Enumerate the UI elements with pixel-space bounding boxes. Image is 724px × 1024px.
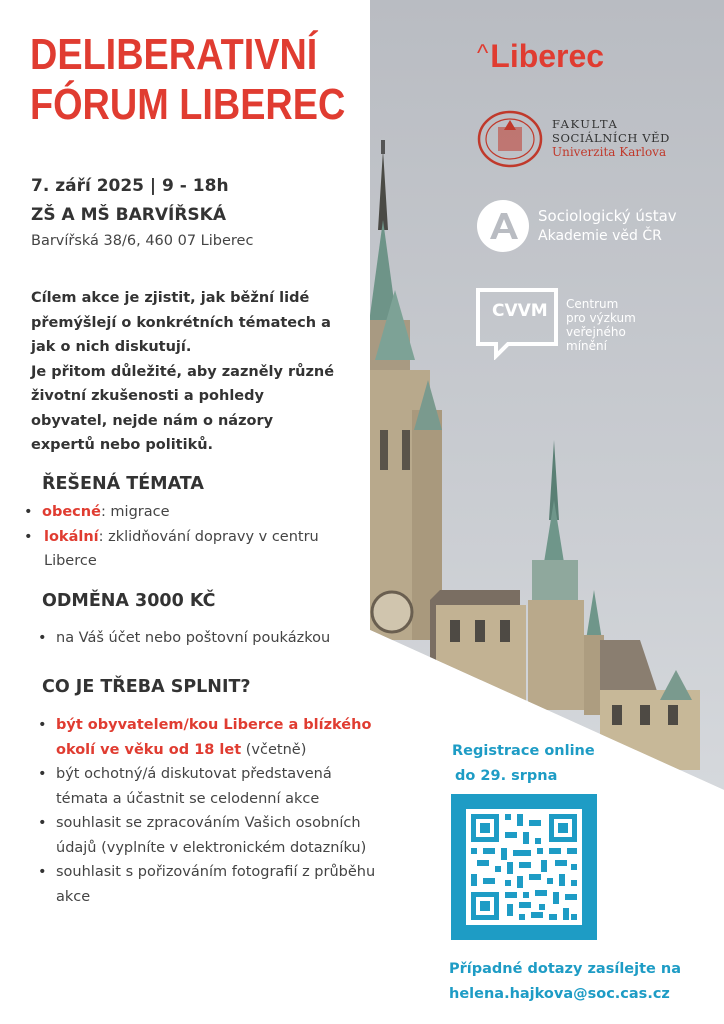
cvvm-line-2: pro výzkum xyxy=(566,311,636,325)
list-item xyxy=(36,713,381,762)
liberec-logo xyxy=(477,38,604,75)
liberec-logo-text: Liberec xyxy=(490,38,605,74)
list-item: • na Váš účet nebo poštovní poukázkou xyxy=(36,626,366,651)
intro-paragraph-1: Cílem akce je zjistit, jak běžní lidé přemýšlejí o konkrétních tématech a jak o nich diskutují. xyxy=(31,290,331,355)
event-venue: ZŠ A MŠ BARVÍŘSKÁ xyxy=(31,205,226,225)
cvvm-line-1: Centrum xyxy=(566,297,619,311)
intro-paragraph-2: Je přitom důležité, aby zazněly různé životní zkušenosti a pohledy obyvatel, nejde nám o názory expertů nebo politiků. xyxy=(31,363,335,453)
cvvm-mark-text: CVVM xyxy=(492,301,548,321)
event-date-time: 7. září 2025 | 9 - 18h xyxy=(31,176,229,196)
qr-code-icon xyxy=(451,794,597,940)
requirements-heading: CO JE TŘEBA SPLNIT? xyxy=(42,677,251,697)
fsv-line-2: SOCIÁLNÍCH VĚD xyxy=(552,131,670,145)
event-address: Barvířská 38/6, 460 07 Liberec xyxy=(31,233,254,249)
registration-line-2: do 29. srpna xyxy=(455,768,558,784)
registration-qr-code[interactable] xyxy=(451,794,597,940)
contact-info xyxy=(449,957,681,1007)
requirement-highlight: být obyvatelem/kou Liberce a blízkého okolí ve věku od 18 let xyxy=(56,717,372,758)
cvvm-speech-bubble-icon xyxy=(474,286,560,360)
topic-label: lokální xyxy=(44,528,99,545)
topics-heading: ŘEŠENÁ TÉMATA xyxy=(42,474,204,494)
list-item xyxy=(22,525,342,574)
cvvm-logo xyxy=(566,297,636,353)
contact-line: Případné dotazy zasílejte na xyxy=(449,961,682,977)
topics-list xyxy=(22,500,342,574)
soc-line-1: Sociologický ústav xyxy=(538,207,677,225)
cvvm-line-3: veřejného xyxy=(566,325,626,339)
reward-list xyxy=(36,626,366,651)
title-line-1: DELIBERATIVNÍ xyxy=(30,30,318,79)
contact-email-link[interactable]: helena.hajkova@soc.cas.cz xyxy=(449,986,670,1002)
topic-label: obecné xyxy=(42,504,101,520)
sociological-institute-icon xyxy=(476,199,530,253)
title-line-2: FÓRUM LIBEREC xyxy=(30,80,346,129)
caret-icon: ^ xyxy=(477,40,489,67)
registration-info xyxy=(452,739,595,789)
registration-line-1: Registrace online xyxy=(452,743,595,759)
list-item: • být ochotný/á diskutovat představená témata a účastnit se celodenní akce xyxy=(36,762,381,811)
topic-text: : migrace xyxy=(100,504,170,520)
soc-line-2: Akademie věd ČR xyxy=(538,228,662,244)
fsv-seal-icon xyxy=(476,110,544,168)
intro-text xyxy=(31,286,341,458)
fsv-line-3: Univerzita Karlova xyxy=(552,145,667,159)
requirement-note: (včetně) xyxy=(241,741,307,758)
list-item: • souhlasit se zpracováním Vašich osobních údajů (vyplníte v elektronickém dotazníku) xyxy=(36,811,381,860)
fsv-logo xyxy=(552,117,670,159)
list-item xyxy=(22,500,342,525)
topic-text: : zklidňování dopravy v centru Liberce xyxy=(44,528,319,569)
list-item: • souhlasit s pořizováním fotografií z průběhu akce xyxy=(36,860,381,909)
cvvm-line-4: mínění xyxy=(566,339,607,353)
reward-heading: ODMĚNA 3000 KČ xyxy=(42,591,216,611)
page-title xyxy=(30,30,346,130)
sociological-institute-logo xyxy=(538,206,677,246)
requirements-list xyxy=(36,713,381,909)
fsv-line-1: FAKULTA xyxy=(552,117,619,131)
